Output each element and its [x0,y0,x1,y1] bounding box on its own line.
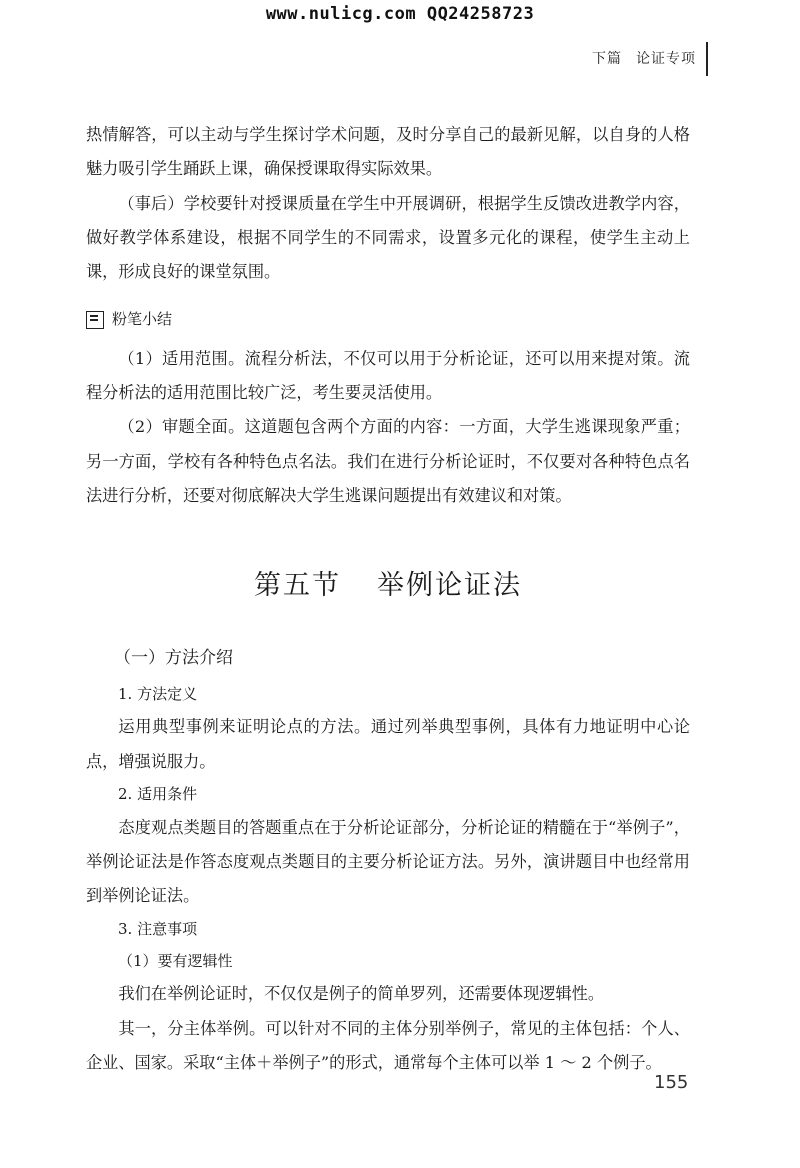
subsection-heading: （一）方法介绍 [114,648,233,669]
notes-text-2: 其一，分主体举例。可以针对不同的主体分别举例子，常见的主体包括：个人、企业、国家。采取“主体＋举例子”的形式，通常每个主体可以举 1 ～ 2 个例子。 [86,1018,690,1073]
notes-text-1: 我们在举例论证时，不仅仅是例子的简单罗列，还需要体现逻辑性。 [118,984,605,1004]
chalk-summary-icon [86,311,104,329]
summary-heading-label: 粉笔小结 [112,309,173,328]
notes-subheading: （1）要有逻辑性 [118,951,233,970]
section-number: 第五节 [254,570,341,602]
summary-item-2: （2）审题全面。这道题包含两个方面的内容：一方面，大学生逃课现象严重；另一方面，学校有各种特色点名法。我们在进行分析论证时，不仅要对各种特色点名法进行分析，还要对彻底解决大学生逃课问题提出有效建议和对策。 [86,417,690,505]
running-header-title: 论证专项 [636,51,696,67]
watermark-text: www.nulicg.com QQ24258723 [265,4,535,24]
section-title [86,557,690,614]
conditions-heading: 2. 适用条件 [118,784,198,803]
definition-text: 运用典型事例来证明论点的方法。通过列举典型事例，具体有力地证明中心论点，增强说服力。 [86,717,690,771]
running-header [592,48,696,68]
paragraph-after-class: （事后）学校要针对授课质量在学生中开展调研，根据学生反馈改进教学内容，做好教学体系建设，根据不同学生的不同需求，设置多元化的课程，使学生主动上课，形成良好的课堂氛围。 [86,193,690,282]
summary-heading [86,304,690,336]
conditions-text: 态度观点类题目的答题重点在于分析论证部分，分析论证的精髓在于“举例子”，举例论证法是作答态度观点类题目的主要分析论证方法。另外，演讲题目中也经常用到举例论证法。 [86,817,690,906]
paragraph-continued: 热情解答，可以主动与学生探讨学术问题，及时分享自己的最新见解，以自身的人格魅力吸引学生踊跃上课，确保授课取得实际效果。 [86,125,690,179]
definition-heading: 1. 方法定义 [118,684,198,703]
section-name: 举例论证法 [377,570,522,602]
header-rule [706,42,708,76]
page-number: 155 [654,1072,689,1093]
page-content [86,118,690,1080]
summary-item-1: （1）适用范围。流程分析法，不仅可以用于分析论证，还可以用来提对策。流程分析法的适用范围比较广泛，考生要灵活使用。 [86,348,690,402]
notes-heading: 3. 注意事项 [118,919,198,938]
running-header-part: 下篇 [592,51,622,67]
